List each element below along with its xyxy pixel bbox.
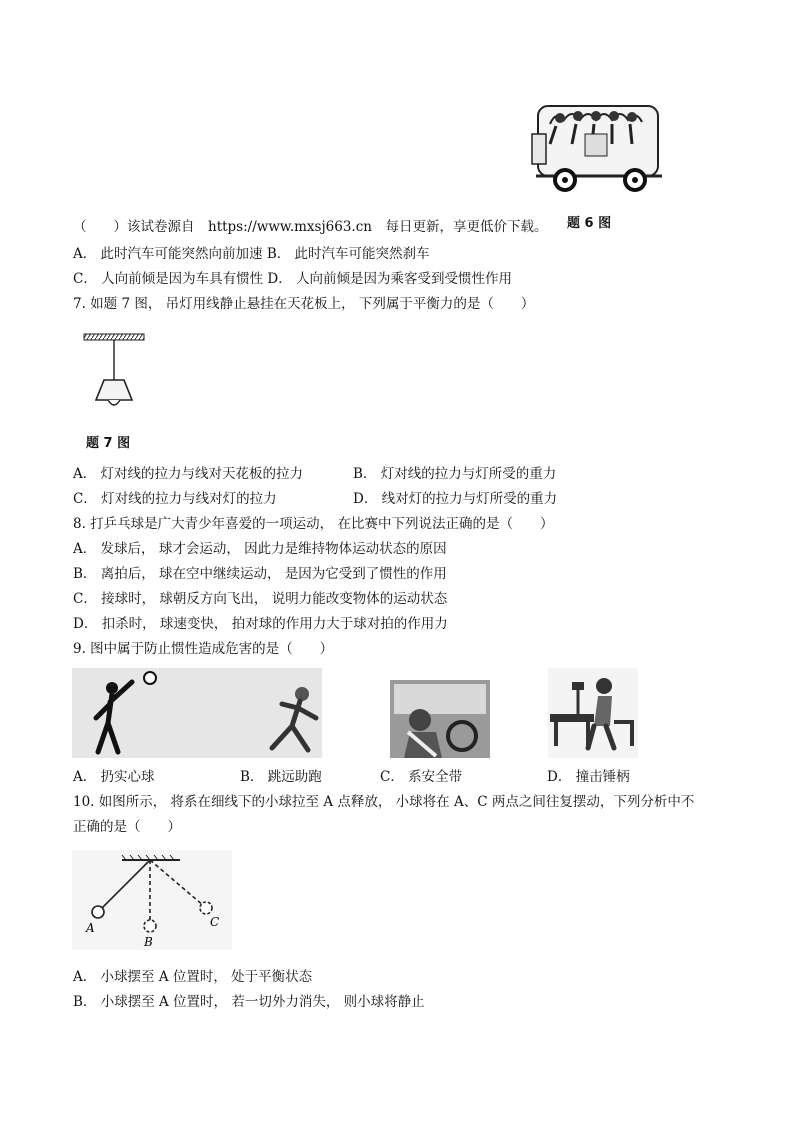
q9-option-c: C． 系安全带 <box>380 769 463 785</box>
q10-stem-line1: 10. 如图所示， 将系在细线下的小球拉至 A 点释放， 小球将在 A、C 两点之间往复摆动，下列分析中不 <box>73 794 695 810</box>
pendulum-label-a: A <box>86 921 95 935</box>
q9-image-seatbelt <box>390 680 490 758</box>
q8-stem: 8. 打乒乓球是广大青少年喜爱的一项运动， 在比赛中下列说法正确的是（ ） <box>73 516 554 532</box>
q9-stem: 9. 图中属于防止惯性造成危害的是（ ） <box>73 641 334 657</box>
q10-stem-line2: 正确的是（ ） <box>73 819 181 835</box>
q8-option-b: B． 离拍后， 球在空中继续运动， 是因为它受到了惯性的作用 <box>73 566 447 582</box>
q8-option-c: C． 接球时， 球朝反方向飞出， 说明力能改变物体的运动状态 <box>73 591 448 607</box>
q9-image-hammer <box>548 668 638 758</box>
pendulum-figure <box>72 850 232 950</box>
q7-option-d: D． 线对灯的拉力与灯所受的重力 <box>353 491 558 507</box>
q9-option-d: D． 撞击锤柄 <box>547 769 630 785</box>
q10-option-a: A． 小球摆至 A 位置时， 处于平衡状态 <box>73 969 313 985</box>
bus-passengers-figure <box>530 104 665 192</box>
q9-option-b: B． 跳远助跑 <box>240 769 322 785</box>
figure-7-caption: 题 7 图 <box>86 436 131 451</box>
q7-option-c: C． 灯对线的拉力与线对灯的拉力 <box>73 491 277 507</box>
q7-option-a: A． 灯对线的拉力与线对天花板的拉力 <box>73 466 304 482</box>
figure-6-caption: 题 6 图 <box>567 216 612 231</box>
pendulum-label-c: C <box>210 915 220 929</box>
q6-stem: （ ）该试卷源自 https://www.mxsj663.cn 每日更新，享更低价下载。 <box>73 219 548 235</box>
q9-image-throw-ball <box>72 668 322 758</box>
q7-option-b: B． 灯对线的拉力与灯所受的重力 <box>353 466 557 482</box>
hanging-lamp-figure <box>80 332 150 414</box>
q6-options-row2: C． 人向前倾是因为车具有惯性 D． 人向前倾是因为乘客受到受惯性作用 <box>73 271 513 287</box>
q10-option-b: B． 小球摆至 A 位置时， 若一切外力消失， 则小球将静止 <box>73 994 425 1010</box>
pendulum-label-b: B <box>144 935 153 949</box>
q6-options-row1: A． 此时汽车可能突然向前加速 B． 此时汽车可能突然刹车 <box>73 246 430 262</box>
q8-option-a: A． 发球后， 球才会运动， 因此力是维持物体运动状态的原因 <box>73 541 447 557</box>
q9-option-a: A． 扔实心球 <box>73 769 155 785</box>
q8-option-d: D． 扣杀时， 球速变快， 拍对球的作用力大于球对拍的作用力 <box>73 616 448 632</box>
q7-stem: 7. 如题 7 图， 吊灯用线静止悬挂在天花板上， 下列属于平衡力的是（ ） <box>73 296 535 312</box>
